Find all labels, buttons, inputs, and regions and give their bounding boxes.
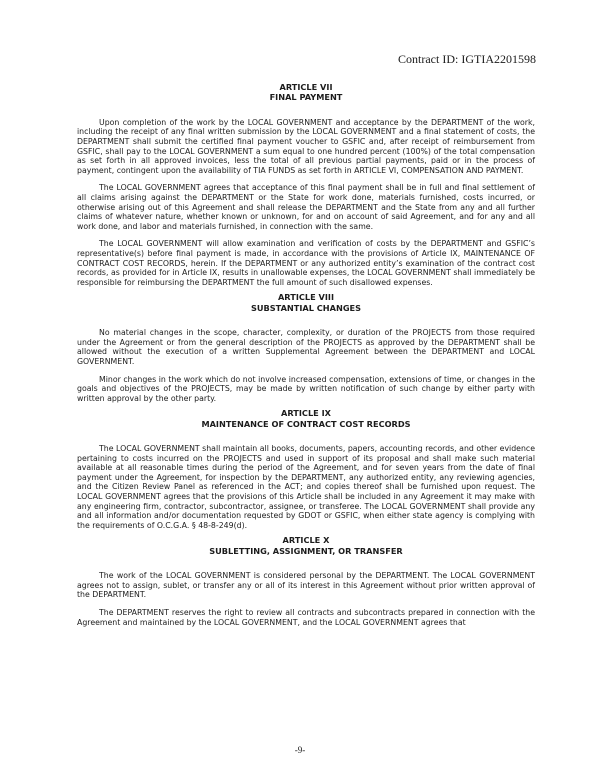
document-body xyxy=(77,82,535,627)
paragraph: The work of the LOCAL GOVERNMENT is considered personal by the DEPARTMENT. The LOCAL GOVERNMENT agrees not to assign, sublet, or transfer any or all of its interest in this Agreement without prior written approval of the DEPARTMENT. xyxy=(77,571,535,600)
article-title: FINAL PAYMENT xyxy=(269,92,343,103)
article-number: ARTICLE VII xyxy=(279,82,333,92)
contract-id: Contract ID: IGTIA2201598 xyxy=(398,52,536,66)
article-viii xyxy=(77,292,535,403)
article-ix xyxy=(77,408,535,530)
article-x xyxy=(77,535,535,627)
article-heading xyxy=(77,292,535,313)
article-heading xyxy=(77,535,535,556)
article-title: MAINTENANCE OF CONTRACT COST RECORDS xyxy=(201,418,411,429)
article-title: SUBLETTING, ASSIGNMENT, OR TRANSFER xyxy=(209,545,403,556)
paragraph: Minor changes in the work which do not involve increased compensation, extensions of time, or changes in the goals and objectives of the PROJECTS, may be made by written notification of such change by either party with written approval by the other party. xyxy=(77,374,535,403)
article-vii xyxy=(77,82,535,287)
article-number: ARTICLE X xyxy=(282,535,330,546)
paragraph: The LOCAL GOVERNMENT will allow examination and verification of costs by the DEPARTMENT and GSFIC’s representative(s) before final payment is made, in accordance with the provisions of Article IX, MAINTENANCE OF CONTRACT COST RECORDS, herein. If the DEPARTMENT or any authorized entity’s examination of the contract cost records, as provided for in Article IX, results in unallowable expenses, the LOCAL GOVERNMENT shall immediately be responsible for reimbursing the DEPARTMENT the full amount of such disallowed expenses. xyxy=(77,239,535,287)
paragraph: Upon completion of the work by the LOCAL GOVERNMENT and acceptance by the DEPARTMENT of the work, including the receipt of any final written submission by the LOCAL GOVERNMENT and a final statement of costs, the DEPARTMENT shall submit the certified final payment voucher to GSFIC and, after receipt of reimbursement from GSFIC, shall pay to the LOCAL GOVERNMENT a sum equal to one hundred percent (100%) of the total compensation as set forth in all approved invoices, less the total of all previous partial payments, paid or in the process of payment, contingent upon the availability of TIA FUNDS as set forth in ARTICLE VI, COMPENSATION AND PAYMENT. xyxy=(77,117,535,175)
article-number: ARTICLE VIII xyxy=(277,292,335,303)
paragraph: No material changes in the scope, character, complexity, or duration of the PROJECTS from those required under the Agreement or from the general description of the PROJECTS as approved by the DEPARTMENT shall be allowed without the execution of a written Supplemental Agreement between the DEPARTMENT and LOCAL GOVERNMENT. xyxy=(77,328,535,366)
paragraph: The DEPARTMENT reserves the right to review all contracts and subcontracts prepared in connection with the Agreement and maintained by the LOCAL GOVERNMENT, and the LOCAL GOVERNMENT agrees that xyxy=(77,608,535,627)
page-number: -9- xyxy=(294,745,306,755)
article-heading xyxy=(77,82,535,103)
article-heading xyxy=(77,408,535,429)
article-number: ARTICLE IX xyxy=(281,408,331,419)
paragraph: The LOCAL GOVERNMENT shall maintain all books, documents, papers, accounting records, and other evidence pertaining to costs incurred on the PROJECTS and used in support of its proposal and shall make such material available at all reasonable times during the period of the Agreement, and for seven years from the date of final payment under the Agreement, for inspection by the DEPARTMENT, any authorized entity, any reviewing agencies, and the Citizen Review Panel as referenced in the ACT; and copies thereof shall be furnished upon request. The LOCAL GOVERNMENT agrees that the provisions of this Article shall be included in any Agreement it may make with any engineering firm, contractor, subcontractor, assignee, or transferee. The LOCAL GOVERNMENT shall provide any and all information and/or documentation requested by GDOT or GSFIC, when either state agency is complying with the requirements of O.C.G.A. § 48-8-249(d). xyxy=(77,444,535,530)
article-title: SUBSTANTIAL CHANGES xyxy=(250,302,362,313)
paragraph: The LOCAL GOVERNMENT agrees that acceptance of this final payment shall be in full and final settlement of all claims arising against the DEPARTMENT or the State for work done, materials furnished, costs incurred, or otherwise arising out of this Agreement and shall release the DEPARTMENT and the State from any and all further claims of whatever nature, whether known or unknown, for and on account of said Agreement, and for any and all work done, and labor and materials furnished, in connection with the same. xyxy=(77,183,535,231)
